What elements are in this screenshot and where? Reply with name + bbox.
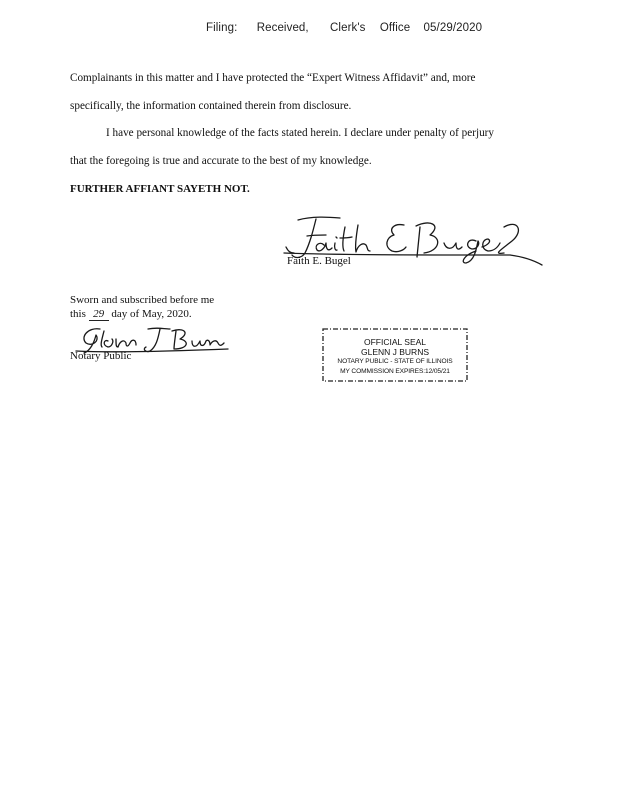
seal-notary-name: GLENN J BURNS <box>360 347 429 357</box>
header-filing: Filing: <box>206 22 238 34</box>
sworn-day: 29 <box>89 308 109 321</box>
sworn-date-line <box>70 308 192 321</box>
header-clerks: Clerk's <box>330 22 366 34</box>
official-seal-stamp <box>321 326 469 384</box>
body-line-1: Complainants in this matter and I have protected the “Expert Witness Affidavit” and, more <box>70 72 476 84</box>
sworn-statement: Sworn and subscribed before me <box>70 294 215 306</box>
sworn-month-year: day of May, 2020. <box>111 308 192 320</box>
filing-header <box>206 22 482 34</box>
notary-public-label: Notary Public <box>70 350 132 362</box>
seal-state-line: NOTARY PUBLIC - STATE OF ILLINOIS <box>337 358 453 365</box>
body-line-3: I have personal knowledge of the facts stated herein. I declare under penalty of perjury <box>106 127 494 139</box>
seal-title: OFFICIAL SEAL <box>363 337 427 347</box>
seal-expiration: MY COMMISSION EXPIRES:12/05/21 <box>340 368 450 375</box>
header-office: Office <box>379 22 411 34</box>
header-date: 05/29/2020 <box>423 22 483 34</box>
further-affiant-line: FURTHER AFFIANT SAYETH NOT. <box>70 183 250 195</box>
sworn-this: this <box>70 308 86 320</box>
body-line-2: specifically, the information contained therein from disclosure. <box>70 100 352 112</box>
body-line-4: that the foregoing is true and accurate to the best of my knowledge. <box>70 155 372 167</box>
affiant-name: Faith E. Bugel <box>287 255 351 267</box>
header-received: Received, <box>256 22 309 34</box>
